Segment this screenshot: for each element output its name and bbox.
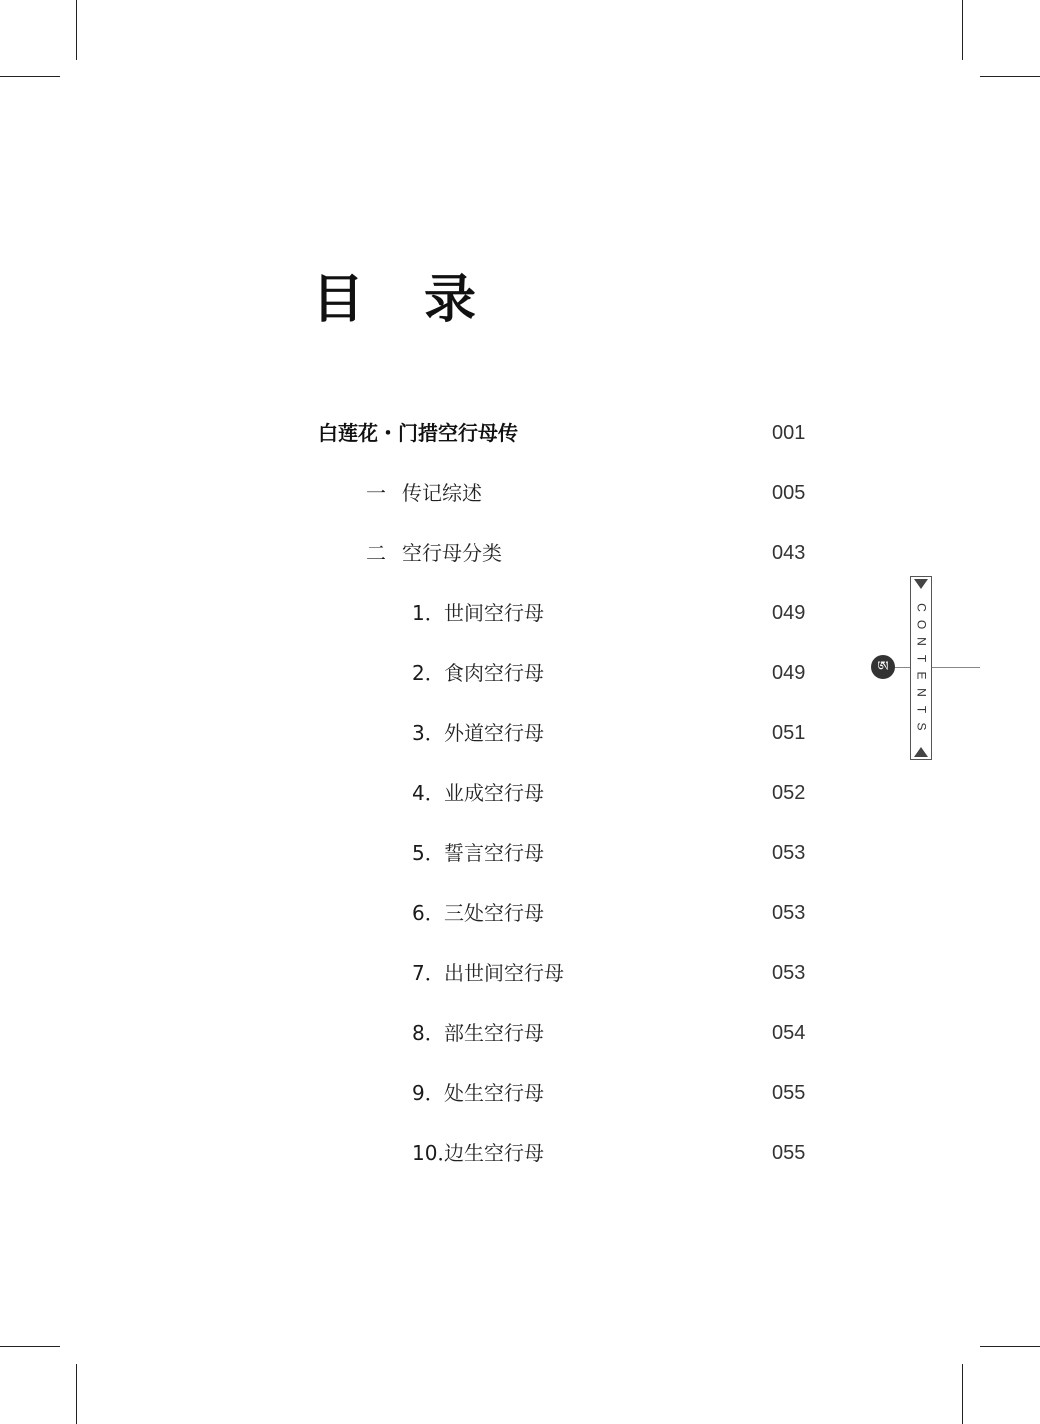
toc-entry-page-number: 053: [772, 902, 806, 924]
toc-entry-title: 外道空行母: [444, 721, 544, 745]
toc-entry-page-number: 052: [772, 782, 806, 804]
toc-entry: [412, 838, 544, 868]
toc-entry: [412, 898, 544, 928]
toc-entry: [412, 1018, 544, 1048]
toc-entry-number: 9．: [412, 1081, 445, 1105]
toc-entry-number: 8．: [412, 1021, 445, 1045]
toc-entry: [412, 658, 544, 688]
toc-entry-number: 7．: [412, 961, 445, 985]
crop-mark-top-right-vertical: [962, 0, 963, 60]
contents-letter: N: [914, 637, 929, 646]
crop-mark-bottom-right-horizontal: [980, 1346, 1040, 1347]
toc-entry-number: 2．: [412, 661, 445, 685]
toc-entry-page-number: 049: [772, 662, 806, 684]
toc-entry-page-number: 001: [772, 422, 806, 444]
toc-entry-page-number: 054: [772, 1022, 806, 1044]
toc-entry: [318, 418, 518, 448]
toc-entry-title: 白莲花・门措空行母传: [318, 421, 518, 445]
contents-letter: E: [914, 671, 929, 680]
contents-letter: C: [914, 603, 929, 612]
toc-entry-title: 业成空行母: [444, 781, 544, 805]
toc-entry-page-number: 051: [772, 722, 806, 744]
tab-connector-line: [892, 667, 980, 668]
toc-entry: [412, 718, 544, 748]
tibetan-emblem-icon: ཨ: [871, 655, 895, 679]
toc-entry-page-number: 053: [772, 962, 806, 984]
toc-entry-number: 一: [366, 481, 386, 505]
contents-letter: O: [914, 619, 929, 630]
toc-entry-number: 5．: [412, 841, 445, 865]
crop-mark-bottom-right-vertical: [962, 1364, 963, 1424]
toc-entry-title: 处生空行母: [444, 1081, 544, 1105]
toc-entry: [412, 1078, 544, 1108]
toc-entry-page-number: 053: [772, 842, 806, 864]
toc-entry-number: 3．: [412, 721, 445, 745]
toc-entry: [366, 478, 482, 508]
toc-entry-title: 世间空行母: [444, 601, 544, 625]
toc-entry-title: 出世间空行母: [444, 961, 564, 985]
toc-entry-title: 誓言空行母: [444, 841, 544, 865]
toc-entry-number: 1．: [412, 601, 445, 625]
toc-entry: [412, 958, 564, 988]
toc-entry-title: 传记综述: [402, 481, 482, 505]
crop-mark-top-left-horizontal: [0, 76, 60, 77]
toc-entry-page-number: 055: [772, 1082, 806, 1104]
toc-entry-number: 二: [366, 541, 386, 565]
crop-mark-bottom-left-vertical: [76, 1364, 77, 1424]
toc-entry-page-number: 043: [772, 542, 806, 564]
page-title: [312, 270, 476, 330]
toc-entry: [412, 778, 544, 808]
contents-letter: T: [914, 654, 929, 663]
toc-entry-title: 部生空行母: [444, 1021, 544, 1045]
crop-mark-top-left-vertical: [76, 0, 77, 60]
toc-entry: [366, 538, 502, 568]
toc-entry-number: 6．: [412, 901, 445, 925]
toc-entry-number: 10．: [412, 1141, 458, 1165]
toc-entry-number: 4．: [412, 781, 445, 805]
contents-letter: S: [914, 722, 929, 731]
toc-entry-title: 三处空行母: [444, 901, 544, 925]
toc-entry-page-number: 049: [772, 602, 806, 624]
toc-entry: [412, 1138, 544, 1168]
toc-entry-title: 边生空行母: [444, 1141, 544, 1165]
contents-side-tab: [910, 576, 932, 760]
toc-entry: [412, 598, 544, 628]
triangle-up-icon: [914, 747, 928, 757]
toc-entry-title: 空行母分类: [402, 541, 502, 565]
contents-letter: N: [914, 688, 929, 697]
contents-vertical-label: [911, 599, 931, 735]
crop-mark-top-right-horizontal: [980, 76, 1040, 77]
toc-entry-title: 食肉空行母: [444, 661, 544, 685]
toc-entry-page-number: 005: [772, 482, 806, 504]
page-title-char-2: 录: [424, 269, 477, 330]
triangle-down-icon: [914, 579, 928, 589]
crop-mark-bottom-left-horizontal: [0, 1346, 60, 1347]
contents-letter: T: [914, 705, 929, 714]
page-title-char-1: 目: [312, 269, 365, 330]
toc-entry-page-number: 055: [772, 1142, 806, 1164]
